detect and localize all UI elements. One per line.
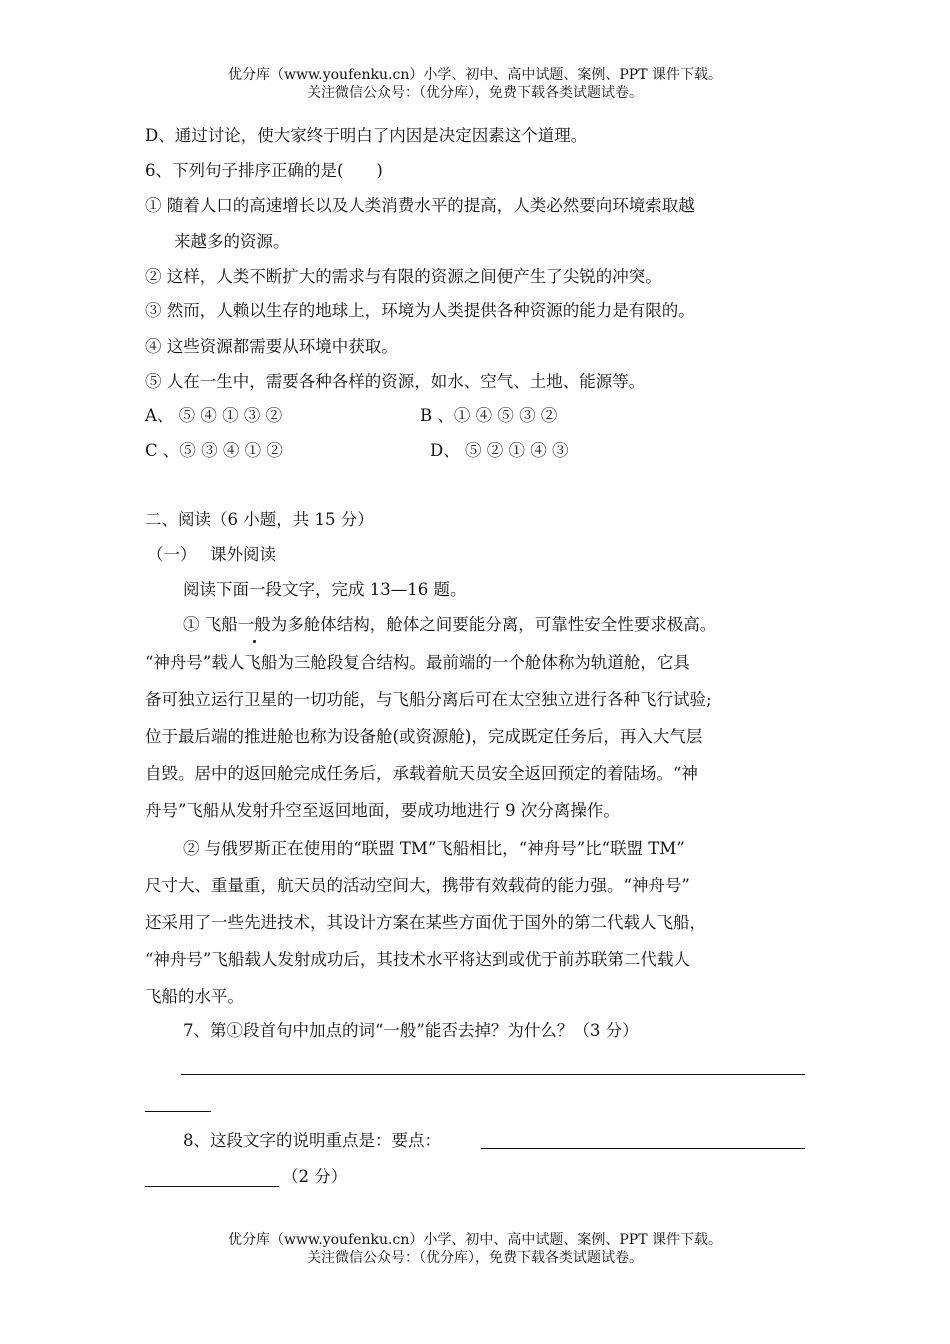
q5-option-d: D、通过讨论，使大家终于明白了内因是决定因素这个道理。 <box>145 126 588 145</box>
q7-answer-line-1[interactable] <box>181 1074 805 1075</box>
header-line-2: 关注微信公众号：（优分库），免费下载各类试题试卷。 <box>307 85 643 101</box>
para1-line-1 <box>183 614 716 636</box>
para2-line-5: 飞船的水平。 <box>145 987 244 1006</box>
para2-line-4: “神舟号”飞船载人发射成功后，其技术水平将达到或优于前苏联第二代载人 <box>145 950 690 969</box>
q6-sentence-5: ⑤ 人在一生中，需要各种各样的资源，如水、空气、土地、能源等。 <box>145 372 646 391</box>
q6-sentence-1a: ① 随着人口的高速增长以及人类消费水平的提高，人类必然要向环境索取越 <box>145 196 695 215</box>
q6-option-a: A、 ⑤ ④ ① ③ ② <box>145 406 283 425</box>
para1-line-4: 位于最后端的推进舱也称为设备舱(或资源舱)，完成既定任务后，再入大气层 <box>145 727 703 746</box>
page-footer <box>0 1231 950 1267</box>
para1-rest: 为多舱体结构，舱体之间要能分离，可靠性安全性要求极高。 <box>270 615 717 634</box>
footer-line-1: 优分库（www.youfenku.cn）小学、初中、高中试题、案例、PPT 课件下载。 <box>227 1232 722 1248</box>
para1-line-2: “神舟号”载人飞船为三舱段复合结构。最前端的一个舱体称为轨道舱，它具 <box>145 653 690 672</box>
para1-prefix: ① 飞船 <box>183 615 238 634</box>
q7-text: 7、第①段首句中加点的词“一般”能否去掉？为什么？（3 分） <box>183 1021 639 1040</box>
q8-score: （2 分） <box>282 1167 348 1186</box>
q7-answer-line-2[interactable] <box>145 1111 211 1112</box>
q6-sentence-3: ③ 然而，人赖以生存的地球上，环境为人类提供各种资源的能力是有限的。 <box>145 301 695 320</box>
para2-line-3: 还采用了一些先进技术，其设计方案在某些方面优于国外的第二代载人飞船， <box>145 913 706 932</box>
q6-sentence-1b: 来越多的资源。 <box>174 232 290 251</box>
reading-instruction: 阅读下面一段文字，完成 13—16 题。 <box>183 580 467 599</box>
para2-line-1: ② 与俄罗斯正在使用的“联盟 TM”飞船相比，“神舟号”比“联盟 TM” <box>183 839 685 858</box>
q8-answer-line-2[interactable] <box>145 1186 279 1187</box>
dotted-word: 一般 <box>237 615 271 634</box>
para1-line-5: 自毁。居中的返回舱完成任务后，承载着航天员安全返回预定的着陆场。“神 <box>145 764 698 783</box>
q8-answer-line-1[interactable] <box>481 1148 805 1149</box>
header-line-1: 优分库（www.youfenku.cn）小学、初中、高中试题、案例、PPT 课件下载。 <box>227 67 722 83</box>
para1-line-3: 备可独立运行卫星的一切功能，与飞船分离后可在太空独立进行各种飞行试验; <box>145 690 712 709</box>
para1-line-6: 舟号”飞船从发射升空至返回地面，要成功地进行 9 次分离操作。 <box>145 801 620 820</box>
q6-sentence-2: ② 这样，人类不断扩大的需求与有限的资源之间便产生了尖锐的冲突。 <box>145 267 662 286</box>
q6-option-d: D、 ⑤ ② ① ④ ③ <box>430 441 569 460</box>
q6-option-b: B 、① ④ ⑤ ③ ② <box>420 406 558 425</box>
page-header <box>0 66 950 102</box>
para2-line-2: 尺寸大、重量重，航天员的活动空间大，携带有效载荷的能力强。“神舟号” <box>145 876 690 895</box>
q8-text: 8、这段文字的说明重点是：要点： <box>183 1131 441 1150</box>
q6-stem: 6、下列句子排序正确的是( ) <box>145 161 383 180</box>
q6-option-c: C 、⑤ ③ ④ ① ② <box>145 441 283 460</box>
footer-line-2: 关注微信公众号：（优分库），免费下载各类试题试卷。 <box>307 1250 643 1266</box>
section2-subtitle: （一） 课外阅读 <box>147 545 276 564</box>
q6-sentence-4: ④ 这些资源都需要从环境中获取。 <box>145 337 398 356</box>
section2-title: 二、阅读（6 小题，共 15 分） <box>145 510 374 529</box>
